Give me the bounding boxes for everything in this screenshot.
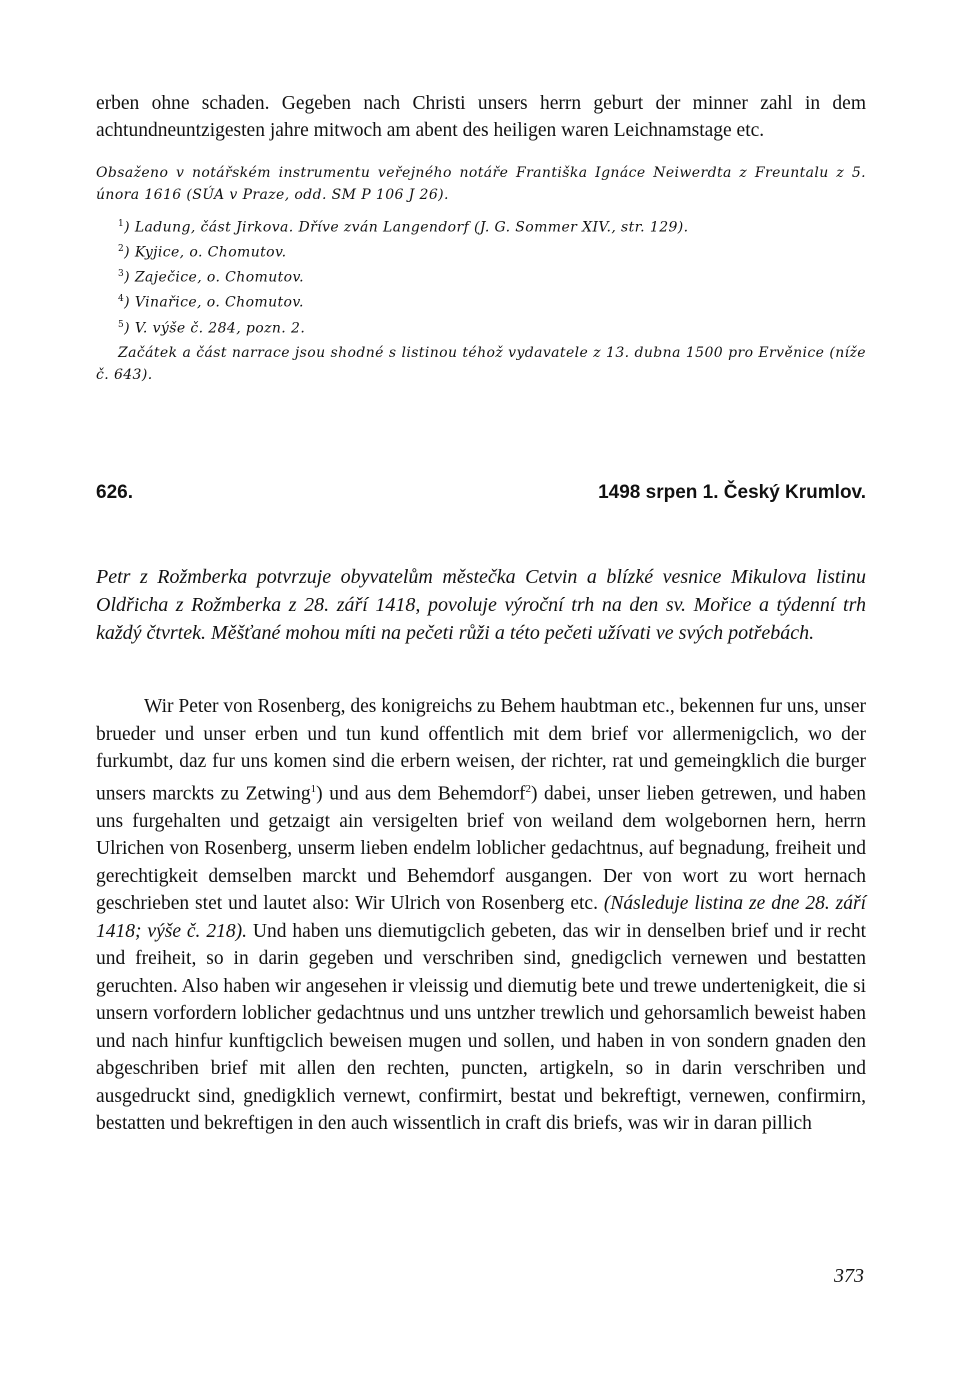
editorial-insertion: (Následuje listina ze dne 28. září 1418; výše č. 218).: [96, 893, 866, 942]
footnote-ref-1: 1: [310, 782, 317, 795]
footnote-4: $^4$) Vinařice, o. Chomutov.: [118, 294, 304, 312]
closing-note: Začátek a část narrace jsou shodné s listinou téhož vydavatele z 13. dubna 1500 pro Ervěnice (níže č. 643).: [96, 344, 866, 383]
footnote-1: $^1$) Ladung, část Jirkova. Dříve zván Langendorf (J. G. Sommer XIV., str. 129).: [118, 219, 689, 236]
top-paragraph: erben ohne schaden. Gegeben nach Christi unsers herrn geburt der minner zahl in dem achtundneuntzigesten jahre mitwoch am abent des heiligen waren Leichnamstage etc.: [96, 93, 866, 141]
page-number: 373: [834, 1265, 864, 1287]
document-number: 626.: [96, 482, 133, 503]
footnote-ref-2: 2: [525, 782, 531, 795]
source-note: Obsaženo v notářském instrumentu veřejného notáře Františka Ignáce Neiwerdta z Freuntalu z 5. února 1616 (SÚA v Praze, odd. SM P 106 J 26).: [96, 165, 866, 203]
document-body: Wir Peter von Rosenberg, des konigreichs zu Behem haubtman etc., bekennen fur uns, unser brueder und unser erben und tun kund offentlich mit dem brief vor allermenigclich, wo der furkumbt, daz fur uns komen sind die erbern weisen, der richter, rat und gemeingklich die burger unsers marckts zu Zetwing$^1$) und aus dem Behemdorf$^2$) dabei, unser lieben getrewen, und haben uns furgehalten und getzaigt ain versigelten brief von weiland dem wolgebornen hern, herrn Ulrichen von Rosenberg, unserm lieben endelm loblicher gedachtnus, auf begnadung, freiheit und gerechtigkeit demselben marckt und Behemdorf ausgangen. Der von wort zu wort hernach geschrieben stet und lautet also: Wir Ulrich von Rosenberg etc. (Následuje listina ze dne 28. září 1418; výše č. 218). Und haben uns diemutigclich gebeten, das wir in denselben brief und ir recht und freiheit, so in darin gegeben und verschriben sind, gnedigclich vernewen und bestatten geruchten. Also haben wir angesehen ir vleissig und diemutig bete und trewe undertenigkeit, die si unsern vorfordern loblicher gedachtnus und uns untzher trewlich und gehorsamlich beweist haben und nach hinfur kunftigclich beweisen mugen und sollen, und haben in von sondern gnaden den abgeschriben brief mit allen den rechten, puncten, artigkeln, so in darin verschriben und ausgedruckt sind, gnedigklich vernewt, confirmirt, bestat und bekreftigt, vernewen, confirmirn, bestatten und bekreftigen in den auch wissentlich in craft dis briefs, was wir in daran pillich: [96, 696, 866, 1134]
page-content: [96, 90, 866, 386]
footnote-3: $^3$) Zaječice, o. Chomutov.: [118, 269, 304, 286]
footnote-2: $^2$) Kyjice, o. Chomutov.: [118, 244, 287, 261]
document-date-place: 1498 srpen 1. Český Krumlov.: [598, 482, 866, 503]
footnote-5: $^5$) V. výše č. 284, pozn. 2.: [118, 319, 306, 337]
document-regest: Petr z Rožmberka potvrzuje obyvatelům městečka Cetvin a blízké vesnice Mikulova listinu Oldřicha z Rožmberka z 28. září 1418, povoluje výroční trh na den sv. Mořice a týdenní trh každý čtvrtek. Měšťané mohou míti na pečeti růži a této pečeti užívati ve svých potřebách.: [96, 566, 866, 644]
footnotes: [96, 214, 866, 340]
document-header: [96, 482, 866, 512]
